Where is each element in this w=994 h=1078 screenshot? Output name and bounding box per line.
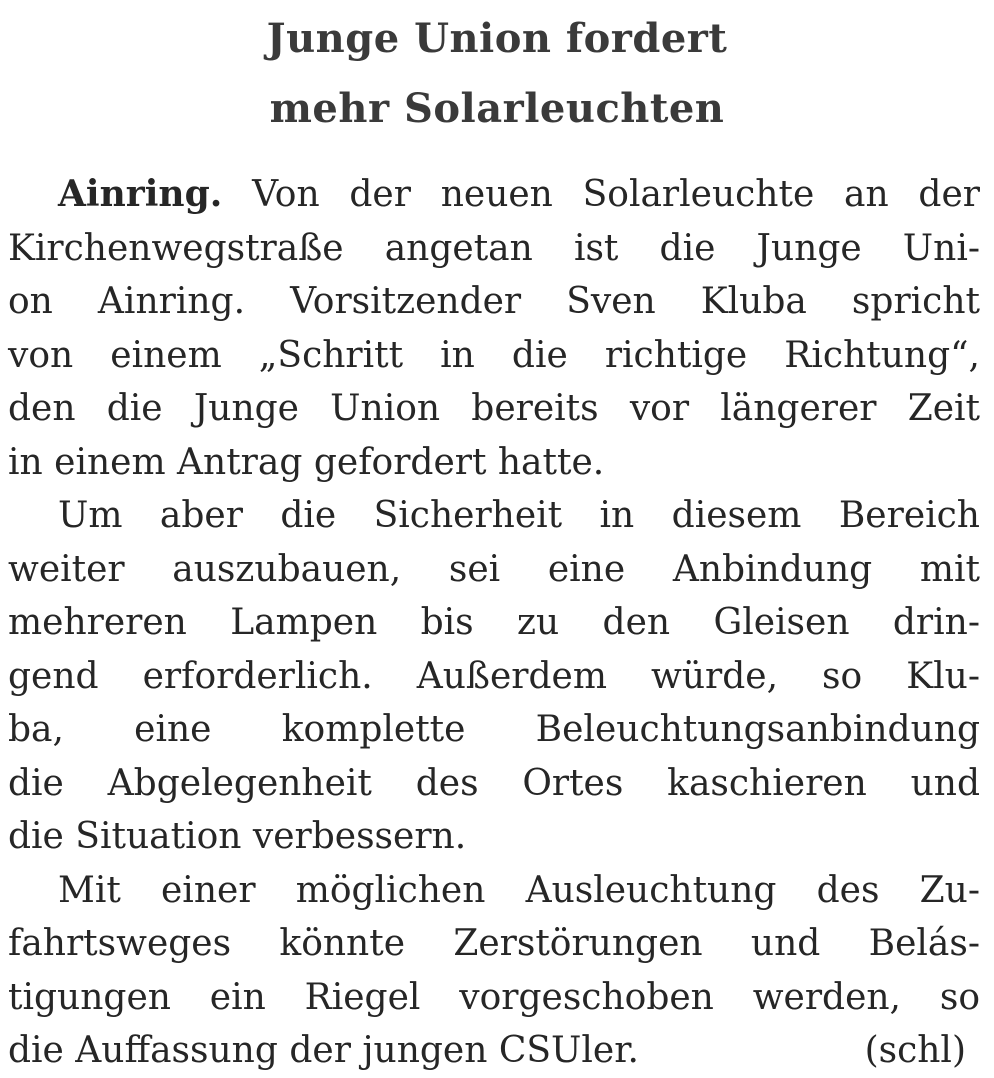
paragraph-2-line-5: ba, eine komplette Beleuchtungsanbindung	[8, 709, 980, 750]
paragraph-3-line-4	[8, 1024, 988, 1078]
paragraph-1-line-6: in einem Antrag gefordert hatte.	[8, 441, 605, 483]
author-credit: (schl)	[864, 1030, 966, 1071]
text-line: Von der neuen Solarleuchte an der	[252, 174, 980, 215]
paragraph-1-line-3: on Ainring. Vorsitzender Sven Kluba spricht	[8, 281, 980, 322]
text-line: die Auffassung der jungen CSUler.	[8, 1030, 639, 1071]
paragraph-1-line-1	[8, 168, 980, 222]
paragraph-1-line-4: von einem „Schritt in die richtige Richtung“,	[8, 334, 980, 376]
headline-line-2: mehr Solarleuchten	[269, 85, 725, 132]
dateline: Ainring.	[58, 173, 223, 215]
paragraph-2-line-3: mehreren Lampen bis zu den Gleisen drin-	[8, 602, 980, 643]
paragraph-1-line-2: Kirchenwegstraße angetan ist die Junge Uni-	[8, 227, 980, 269]
paragraph-1-line-5: den die Junge Union bereits vor längerer Zeit	[8, 388, 980, 429]
article-body	[8, 168, 988, 1078]
paragraph-2-line-2: weiter auszubauen, sei eine Anbindung mit	[8, 548, 980, 590]
headline-line-1: Junge Union fordert	[266, 15, 728, 62]
paragraph-2-line-1: Um aber die Sicherheit in diesem Bereich	[58, 495, 980, 536]
paragraph-2-line-4: gend erforderlich. Außerdem würde, so Klu-	[8, 655, 980, 697]
headline	[0, 4, 994, 144]
paragraph-3-line-1: Mit einer möglichen Ausleuchtung des Zu-	[58, 869, 980, 911]
paragraph-3-line-3: tigungen ein Riegel vorgeschoben werden, so	[8, 976, 980, 1018]
paragraph-2-line-7: die Situation verbessern.	[8, 816, 467, 857]
paragraph-2-line-6: die Abgelegenheit des Ortes kaschieren und	[8, 762, 980, 804]
paragraph-3-line-2: fahrtsweges könnte Zerstörungen und Belás-	[8, 923, 980, 964]
